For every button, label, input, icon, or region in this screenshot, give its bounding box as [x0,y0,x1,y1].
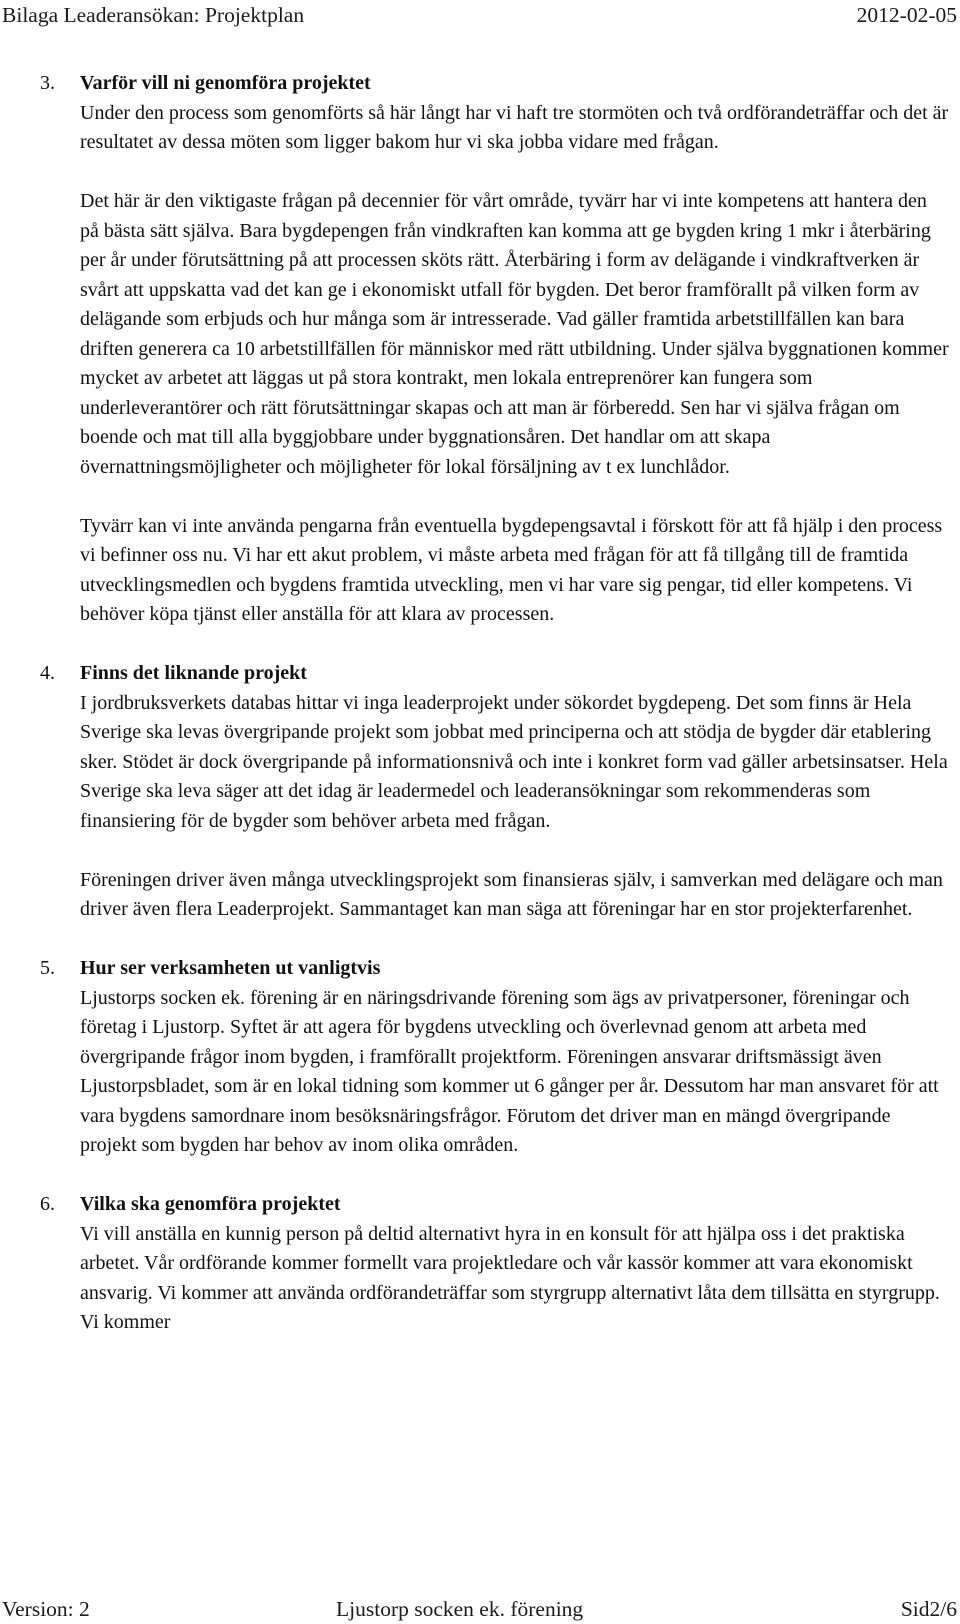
page-header [0,0,960,30]
paragraph: Det här är den viktigaste frågan på decennier för vårt område, tyvärr har vi inte kompetens att hantera den på bästa sätt själva. Bara bygdepengen från vindkraften kan komma att ge bygden kring 1 mkr i återbäring per år under förutsättning på att processen sköts rätt. Återbäring i form av delägande i vindkraftverken är svårt att uppskatta vad det kan ge i ekonomiskt utfall för bygden. Det beror framförallt på vilken form av delägande som erbjuds och hur många som är intresserade. Vad gäller framtida arbetstillfällen kan bara driften generera ca 10 arbetstillfällen för människor med rätt utbildning. Under själva byggnationen kommer mycket av arbetet att läggas ut på stora kontrakt, men lokala entreprenörer kan fungera som underleverantörer och rätt förutsättningar skapas och att man är förberedd. Sen har vi själva frågan om boende och mat till alla byggjobbare under byggnationsåren. Det handlar om att skapa övernattningsmöjligheter och möjligheter för lokal försäljning av t ex lunchlådor. [80,190,949,478]
paragraph: Föreningen driver även många utvecklingsprojekt som finansieras själv, i samverkan med delägare och man driver även flera Leaderprojekt. Sammantaget kan man säga att föreningar har en stor projekterfarenhet. [80,868,943,920]
footer-organization: Ljustorp socken ek. förening [336,1597,584,1621]
footer-page-number: Sid2/6 [900,1597,957,1621]
section-5 [0,954,960,1161]
section-title: Vilka ska genomföra projektet [80,1193,341,1215]
section-number: 6. [40,1193,55,1215]
paragraph: Under den process som genomförts så här långt har vi haft tre stormöten och två ordförandeträffar och det är resultatet av dessa möten som ligger bakom hur vi ska jobba vidare med frågan. [80,101,949,153]
document-body [0,69,960,1338]
paragraph: Tyvärr kan vi inte använda pengarna från eventuella bygdepengsavtal i förskott för att få hjälp i den process vi befinner oss nu. Vi har ett akut problem, vi måste arbeta med frågan för att få tillgång till de framtida utvecklingsmedlen och bygdens framtida utveckling, men vi har vare sig pengar, tid eller kompetens. Vi behöver köpa tjänst eller anställa för att klara av processen. [80,514,943,625]
section-title: Finns det liknande projekt [80,662,307,684]
paragraph: Vi vill anställa en kunnig person på deltid alternativt hyra in en konsult för att hjälpa oss i det praktiska arbetet. Vår ordförande kommer formellt vara projektledare och vår kassör kommer att vara ekonomiskt ansvarig. Vi kommer att använda ordförandeträffar som styrgrupp alternativt låta dem tillsätta en styrgrupp. Vi kommer [80,1222,940,1333]
header-date: 2012-02-05 [856,3,957,27]
page-footer [0,1594,960,1624]
section-3 [0,69,960,630]
header-title: Bilaga Leaderansökan: Projektplan [2,3,305,27]
section-title: Varför vill ni genomföra projektet [80,72,371,94]
footer-version: Version: 2 [2,1597,90,1621]
section-number: 3. [40,72,55,94]
section-4 [0,659,960,925]
section-title: Hur ser verksamheten ut vanligtvis [80,957,381,979]
section-number: 4. [40,662,55,684]
paragraph: Ljustorps socken ek. förening är en näringsdrivande förening som ägs av privatpersoner, föreningar och företag i Ljustorp. Syftet är att agera för bygdens utveckling och överlevnad genom att arbeta med övergripande frågor inom bygden, i framförallt projektform. Föreningen ansvarar driftsmässigt även Ljustorpsbladet, som är en lokal tidning som kommer ut 6 gånger per år. Dessutom har man ansvaret för att vara bygdens samordnare inom besöksnäringsfrågor. Förutom det driver man en mängd övergripande projekt som bygden har behov av inom olika områden. [80,986,939,1156]
section-6 [0,1190,960,1338]
paragraph: I jordbruksverkets databas hittar vi inga leaderprojekt under sökordet bygdepeng. Det som finns är Hela Sverige ska levas övergripande projekt som jobbat med principerna och att stödja de bygder där etablering sker. Stödet är dock övergripande på informationsnivå och inte i konkret form vad gäller arbetsinsatser. Hela Sverige ska leva säger att det idag är leadermedel och leaderansökningar som rekommenderas som finansiering för de bygder som behöver arbeta med frågan. [80,691,948,832]
section-number: 5. [40,957,55,979]
